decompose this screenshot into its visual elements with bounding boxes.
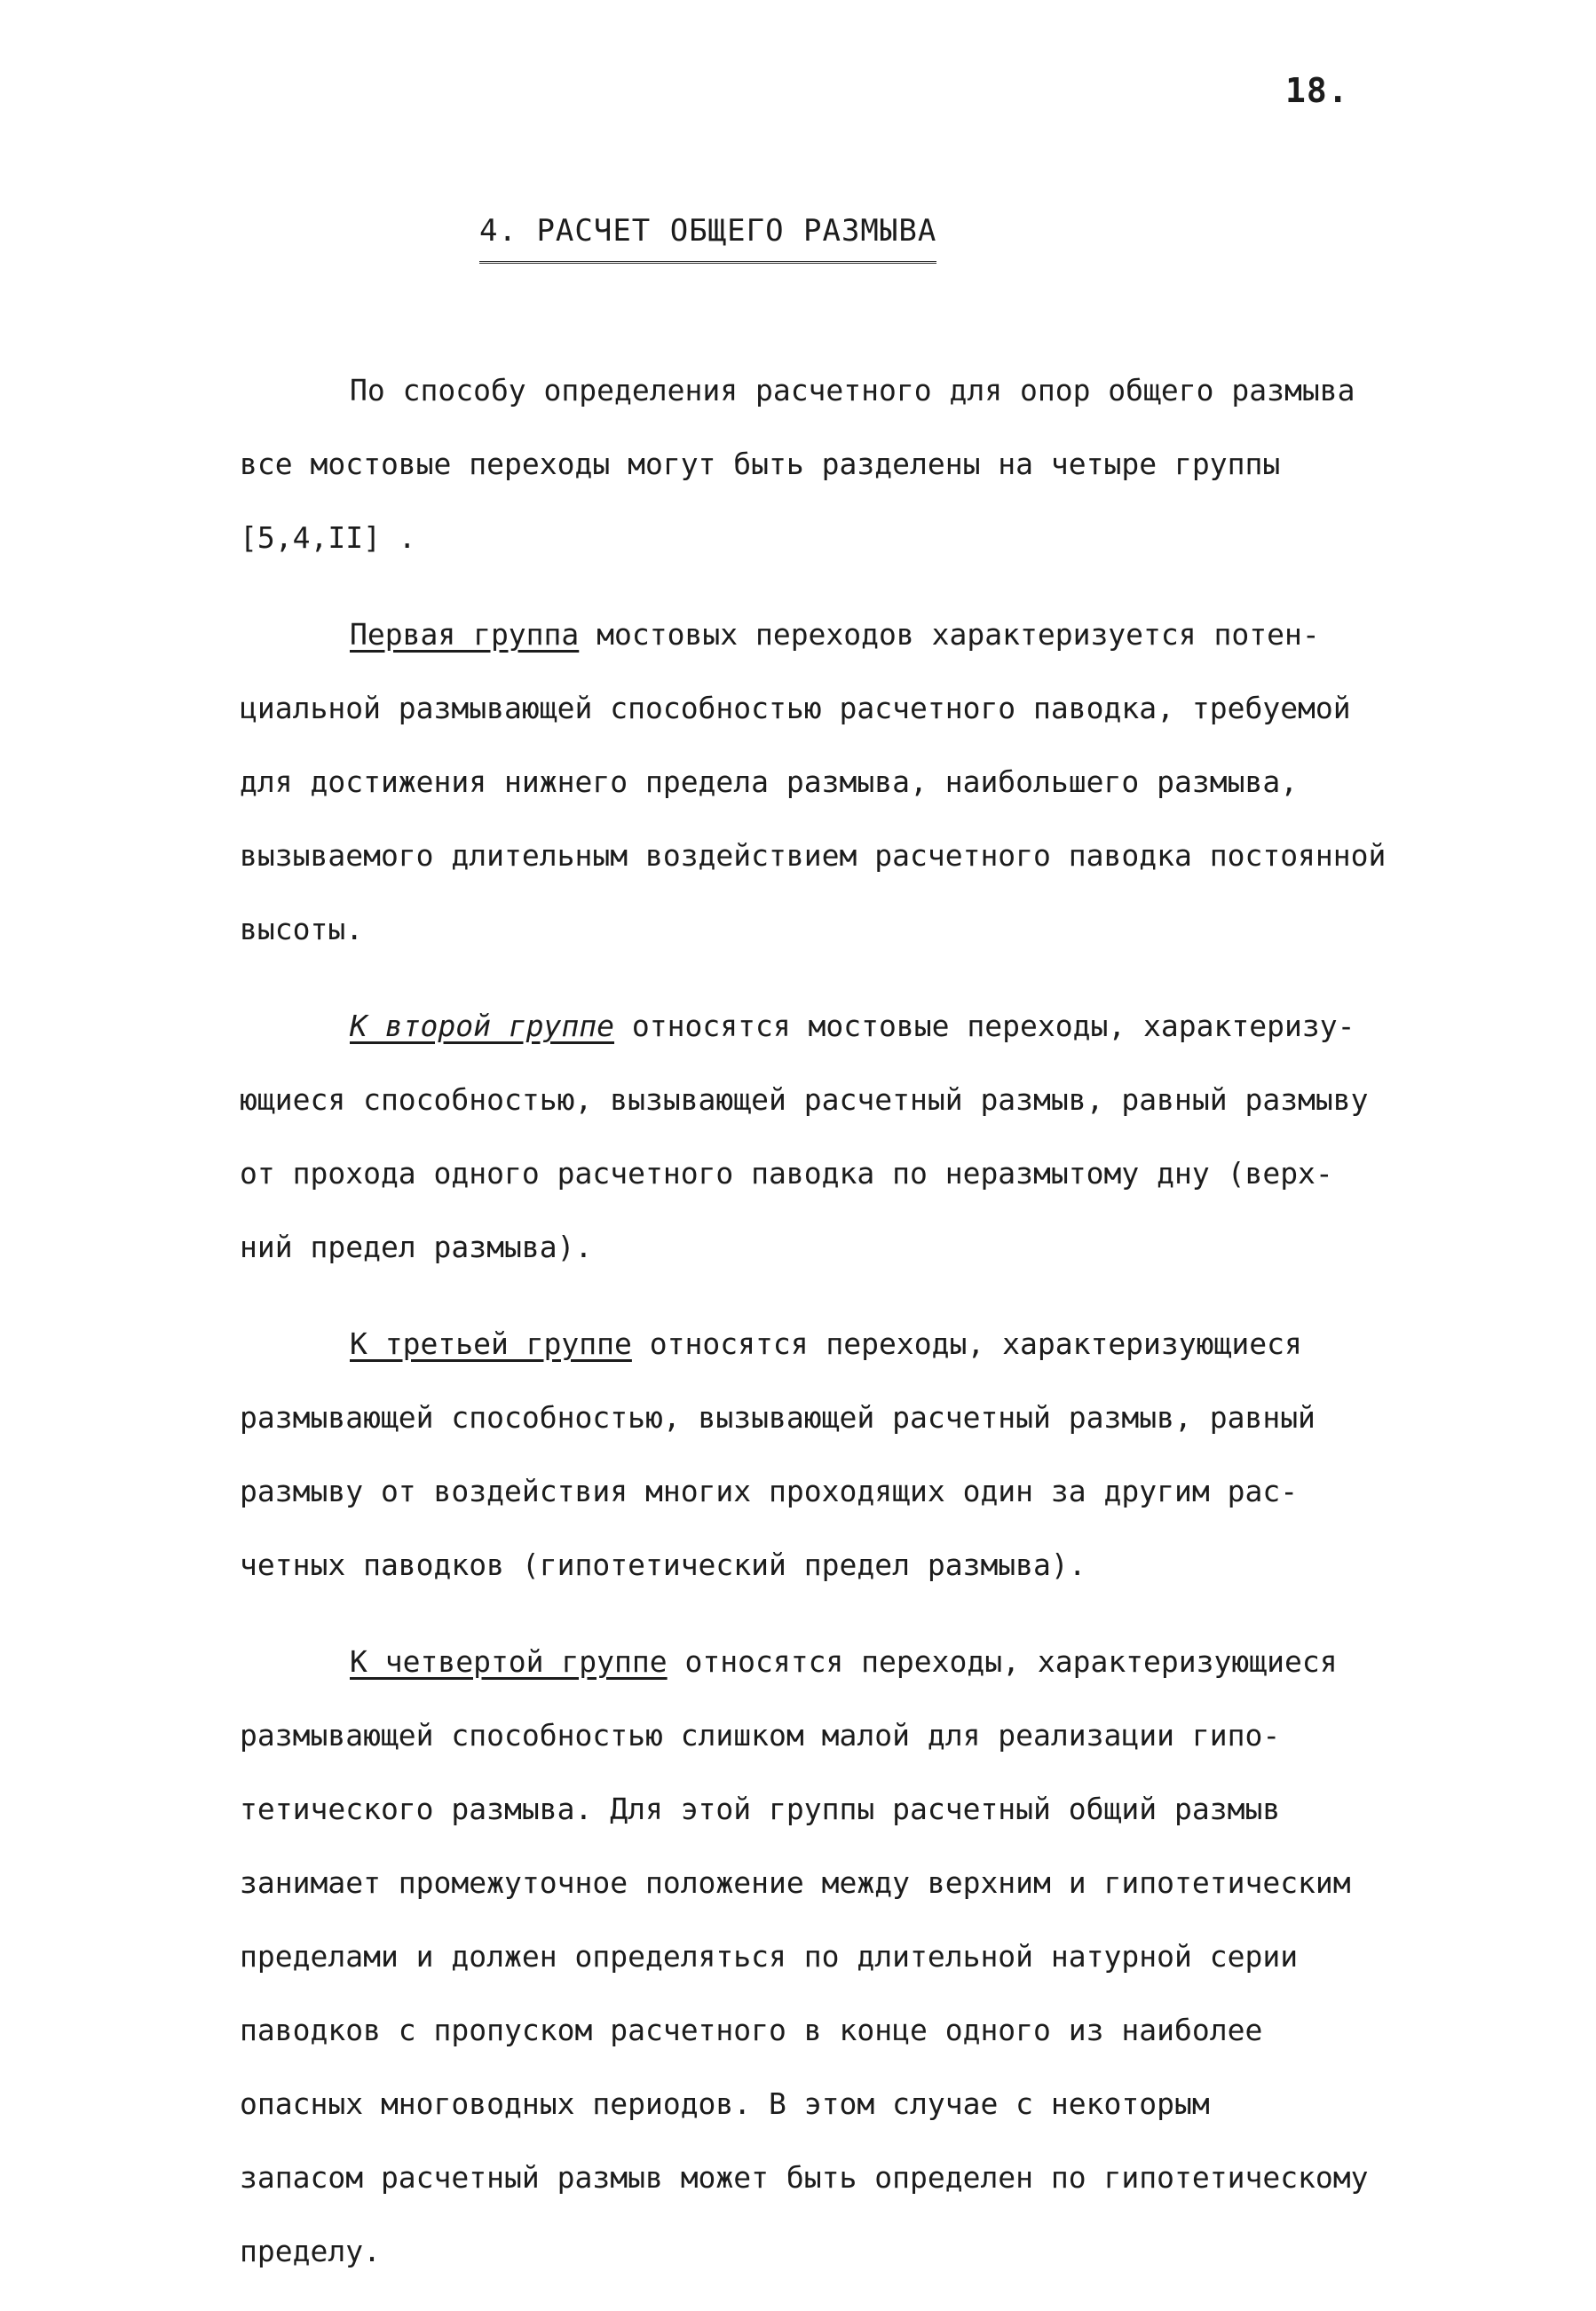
text-line: размывающей способностью слишком малой для реализации гипо- xyxy=(240,1718,1281,1753)
text-line: занимает промежуточное положение между верхним и гипотетическим xyxy=(240,1865,1351,1900)
paragraph-group-4 xyxy=(240,1625,1474,2288)
text-line: циальной размывающей способностью расчетного паводка, требуемой xyxy=(240,691,1351,725)
text-line xyxy=(240,1625,1474,1698)
text-fragment: относятся мостовые переходы, характеризу- xyxy=(614,1009,1355,1043)
text-line: четных паводков (гипотетический предел размыва). xyxy=(240,1547,1086,1582)
text-line: для достижения нижнего предела размыва, наибольшего размыва, xyxy=(240,764,1299,799)
group-label: К третьей группе xyxy=(350,1326,632,1361)
paragraph-group-2 xyxy=(240,989,1474,1284)
text-fragment: мостовых переходов характеризуется потен- xyxy=(579,617,1320,652)
section-title: РАСЧЕТ ОБЩЕГО РАЗМЫВА xyxy=(536,213,937,249)
text-line xyxy=(240,1307,1474,1381)
text-fragment: относятся переходы, характеризующиеся xyxy=(667,1644,1338,1679)
group-label: Первая группа xyxy=(350,617,580,652)
text-line: от прохода одного расчетного паводка по неразмытому дну (верх- xyxy=(240,1156,1333,1191)
section-number: 4. xyxy=(479,213,518,249)
text-line: размывающей способностью, вызывающей расчетный размыв, равный xyxy=(240,1400,1316,1435)
page-number: 18. xyxy=(1285,71,1349,110)
group-label: К четвертой группе xyxy=(350,1644,668,1679)
text-line xyxy=(240,598,1474,671)
text-line: ющиеся способностью, вызывающей расчетный размыв, равный размыву xyxy=(240,1082,1369,1117)
text-line: тетического размыва. Для этой группы расчетный общий размыв xyxy=(240,1792,1281,1826)
paragraph-group-3 xyxy=(240,1307,1474,1602)
text-line: вызываемого длительным воздействием расчетного паводка постоянной xyxy=(240,838,1387,873)
section-heading-title xyxy=(479,213,936,264)
text-line: запасом расчетный размыв может быть определен по гипотетическому xyxy=(240,2160,1369,2195)
text-line: ний предел размыва). xyxy=(240,1230,593,1264)
text-line: все мостовые переходы могут быть разделены на четыре группы xyxy=(240,447,1281,481)
text-line xyxy=(240,989,1474,1063)
text-line: опасных многоводных периодов. В этом случае с некоторым xyxy=(240,2086,1210,2121)
text-line: [5,4,II] . xyxy=(240,520,416,555)
body-text xyxy=(240,353,1474,2311)
section-heading xyxy=(479,213,936,249)
text-fragment: относятся переходы, характеризующиеся xyxy=(631,1326,1302,1361)
text-line: размыву от воздействия многих проходящих один за другим рас- xyxy=(240,1474,1299,1508)
text-line: пределами и должен определяться по длительной натурной серии xyxy=(240,1939,1299,1974)
text-line: По способу определения расчетного для опор общего размыва xyxy=(350,373,1355,408)
paragraph-group-1 xyxy=(240,598,1474,966)
text-line: пределу. xyxy=(240,2234,381,2268)
text-line: паводков с пропуском расчетного в конце одного из наиболее xyxy=(240,2013,1263,2047)
group-label: К второй группе xyxy=(350,1009,615,1043)
paragraph-intro xyxy=(240,353,1474,574)
text-line: высоты. xyxy=(240,912,364,946)
